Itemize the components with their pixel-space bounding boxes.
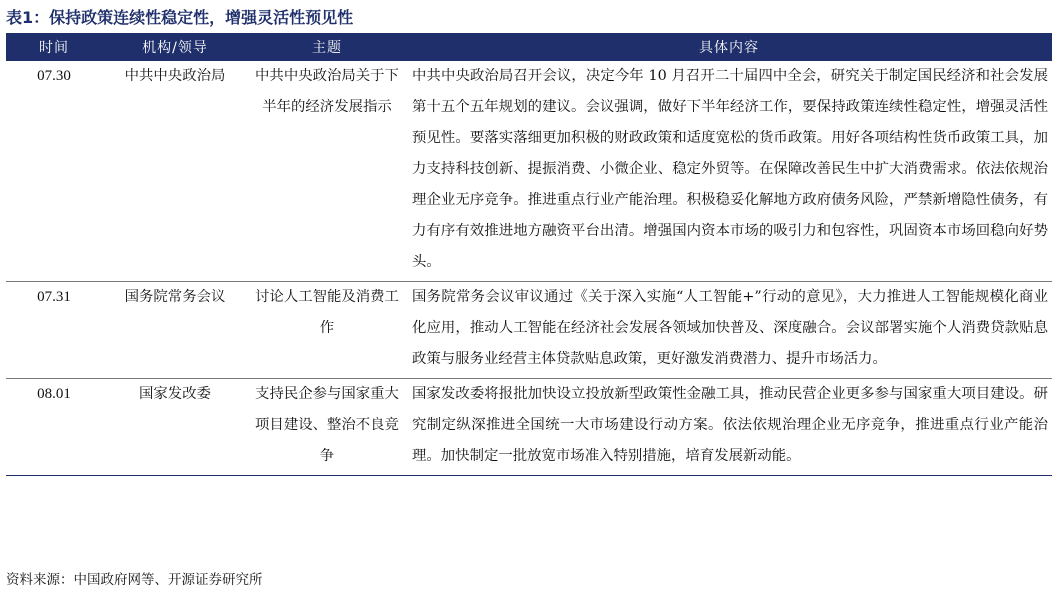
table-row <box>6 61 1052 282</box>
row-time: 07.30 <box>37 68 71 84</box>
table-header-row <box>6 33 1052 61</box>
row-topic: 支持民企参与国家重大项目建设、整治不良竞争 <box>255 386 399 464</box>
row-org: 国家发改委 <box>139 386 211 402</box>
table-title: 表1：保持政策连续性稳定性，增强灵活性预见性 <box>6 8 354 27</box>
policy-table <box>6 33 1052 476</box>
row-org: 中共中央政治局 <box>124 68 226 84</box>
table-row <box>6 379 1052 476</box>
row-time: 08.01 <box>37 386 71 402</box>
header-detail: 具体内容 <box>406 33 1052 61</box>
row-topic: 讨论人工智能及消费工作 <box>255 289 399 336</box>
row-org: 国务院常务会议 <box>124 289 226 305</box>
row-detail: 中共中央政治局召开会议，决定今年 10 月召开二十届四中全会，研究关于制定国民经济和社会发展第十五个五年规划的建议。会议强调，做好下半年经济工作，要保持政策连续性稳定性，增强灵活性预见性。要落实落细更加积极的财政政策和适度宽松的货币政策。用好各项结构性货币政策工具，加力支持科技创新、提振消费、小微企业、稳定外贸等。在保障改善民生中扩大消费需求。依法依规治理企业无序竞争。推进重点行业产能治理。积极稳妥化解地方政府债务风险，严禁新增隐性债务，有力有序有效推进地方融资平台出清。增强国内资本市场的吸引力和包容性，巩固资本市场回稳向好势头。 <box>412 68 1048 270</box>
row-time: 07.31 <box>37 289 71 305</box>
row-detail: 国家发改委将报批加快设立投放新型政策性金融工具，推动民营企业更多参与国家重大项目建设。研究制定纵深推进全国统一大市场建设行动方案。依法依规治理企业无序竞争，推进重点行业产能治理。加快制定一批放宽市场准入特别措施，培育发展新动能。 <box>412 386 1048 464</box>
row-detail: 国务院常务会议审议通过《关于深入实施“人工智能+”行动的意见》，大力推进人工智能规模化商业化应用，推动人工智能在经济社会发展各领域加快普及、深度融合。会议部署实施个人消费贷款贴息政策与服务业经营主体贷款贴息政策，更好激发消费潜力、提升市场活力。 <box>412 289 1048 367</box>
source-note: 资料来源：中国政府网等、开源证券研究所 <box>6 572 263 588</box>
table-row <box>6 282 1052 379</box>
header-time: 时间 <box>6 33 102 61</box>
header-topic: 主题 <box>248 33 406 61</box>
header-org: 机构/领导 <box>102 33 248 61</box>
row-topic: 中共中央政治局关于下半年的经济发展指示 <box>255 68 399 115</box>
